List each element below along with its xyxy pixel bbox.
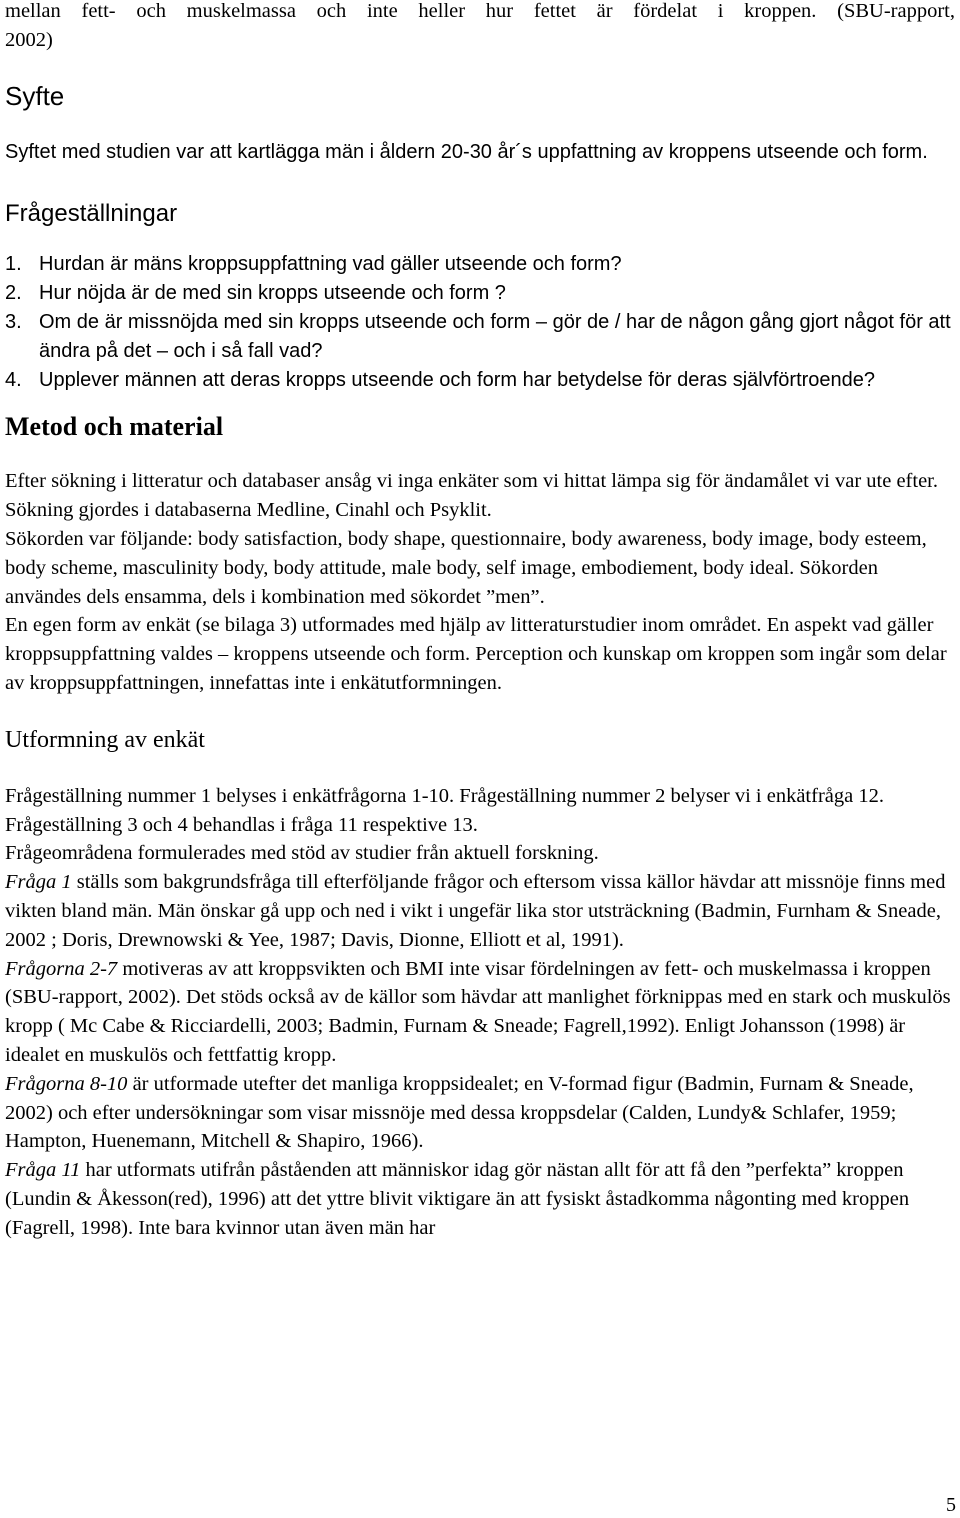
list-item-text: Hur nöjda är de med sin kropps utseende och form ? (39, 282, 506, 305)
paragraph-text: ställs som bakgrundsfråga till efterföljande frågor och eftersom vissa källor hävdar att missnöje finns med vikten bland män. Män önskar gå upp och ned i vikt i ungefär lika stor utsträckning (Badmin, Furnham & Sneade, 2002 ; Doris, Drewnowski & Yee, 1987; Davis, Dionne, Elliott et al, 1991). (5, 871, 946, 951)
fragestallningar-heading: Frågeställningar (5, 200, 178, 228)
paragraph-text: motiveras av att kroppsvikten och BMI inte visar fördelningen av fett- och muskelmassa i kroppen (SBU-rapport, 2002). Det stöds också av de källor som hävdar att manlighet förknippas med en stark och muskulös kropp ( Mc Cabe & Ricciardelli, 2003; Badmin, Furnam & Sneade; Fagrell,1992). Enligt Johansson (1998) är idealet en muskulös och fettfattig kropp. (5, 957, 951, 1066)
utformning-paragraph-4 (5, 955, 955, 1070)
question-reference: Fråga 11 (5, 1159, 81, 1182)
list-item-text: Upplever männen att deras kropps utseende och form har betydelse för deras självförtroende? (39, 369, 876, 392)
research-questions-list (5, 250, 955, 395)
metod-paragraph-1: Efter sökning i litteratur och databaser ansåg vi inga enkäter som vi hittat lämpa sig för ändamålet vi var ute efter. Sökning gjordes i databaserna Medline, Cinahl och Psyklit. (5, 470, 939, 522)
list-item (5, 279, 955, 308)
list-item (5, 308, 955, 366)
metod-paragraph-2: Sökorden var följande: body satisfaction, body shape, questionnaire, body awareness, body image, body esteem, body scheme, masculinity body, body attitude, male body, self image, embodiement, body ideal. Sökorden användes dels ensamma, dels i kombination med sökordet ”men”. (5, 527, 927, 608)
intro-line-1: mellan fett- och muskelmassa och inte heller hur fettet är fördelat i kroppen. (SBU-rapport, (5, 0, 955, 22)
list-item (5, 250, 955, 279)
list-item-number: 1. (5, 253, 22, 276)
metod-heading: Metod och material (5, 412, 224, 442)
list-item (5, 366, 955, 395)
paragraph-text: har utformats utifrån påståenden att människor idag gör nästan allt för att få den ”perfekta” kroppen (Lundin & Åkesson(red), 1996) att det yttre blivit viktigare än att fysiskt åstadkomma någonting med kroppen (Fagrell, 1998). Inte bara kvinnor utan även män har (5, 1159, 910, 1239)
syfte-paragraph: Syftet med studien var att kartlägga män i åldern 20-30 år´s uppfattning av kroppens utseende och form. (5, 140, 928, 163)
paragraph-text: är utformade utefter det manliga kroppsidealet; en V-formad figur (Badmin, Furnam & Sneade, 2002) och efter undersökningar som visar missnöje med dessa kroppsdelar (Calden, Lundy& Schlafer, 1959; Hampton, Huenemann, Mitchell & Shapiro, 1966). (5, 1072, 914, 1153)
utformning-paragraph-6 (5, 1156, 955, 1242)
list-item-number: 4. (5, 369, 22, 392)
list-item-text: Hurdan är mäns kroppsuppfattning vad gäller utseende och form? (39, 253, 622, 276)
utformning-paragraph-2: Frågeområdena formulerades med stöd av studier från aktuell forskning. (5, 842, 599, 865)
question-reference: Frågorna 8-10 (5, 1072, 128, 1095)
list-item-number: 3. (5, 311, 22, 334)
intro-line-2: 2002) (5, 28, 53, 51)
utformning-heading: Utformning av enkät (5, 726, 205, 753)
list-item-number: 2. (5, 282, 22, 305)
page-number: 5 (946, 1494, 956, 1516)
utformning-paragraph-5 (5, 1070, 955, 1156)
intro-paragraph (5, 0, 955, 55)
list-item-text: Om de är missnöjda med sin kropps utseende och form – gör de / har de någon gång gjort något för att ändra på det – och i så fall vad? (39, 311, 951, 363)
utformning-paragraph-1: Frågeställning nummer 1 belyses i enkätfrågorna 1-10. Frågeställning nummer 2 belyser vi i enkätfråga 12. Frågeställning 3 och 4 behandlas i fråga 11 respektive 13. (5, 784, 884, 836)
syfte-heading: Syfte (5, 80, 65, 111)
utformning-paragraph-3 (5, 868, 955, 954)
document-page (5, 0, 955, 1243)
question-reference: Frågorna 2-7 (5, 957, 118, 980)
question-reference: Fråga 1 (5, 871, 72, 894)
metod-paragraph-3: En egen form av enkät (se bilaga 3) utformades med hjälp av litteraturstudier inom området. En aspekt vad gäller kroppsuppfattning valdes – kroppens utseende och form. Perception och kunskap om kroppen som ingår som delar av kroppsuppfattningen, innefattas inte i enkätutformningen. (5, 614, 947, 694)
